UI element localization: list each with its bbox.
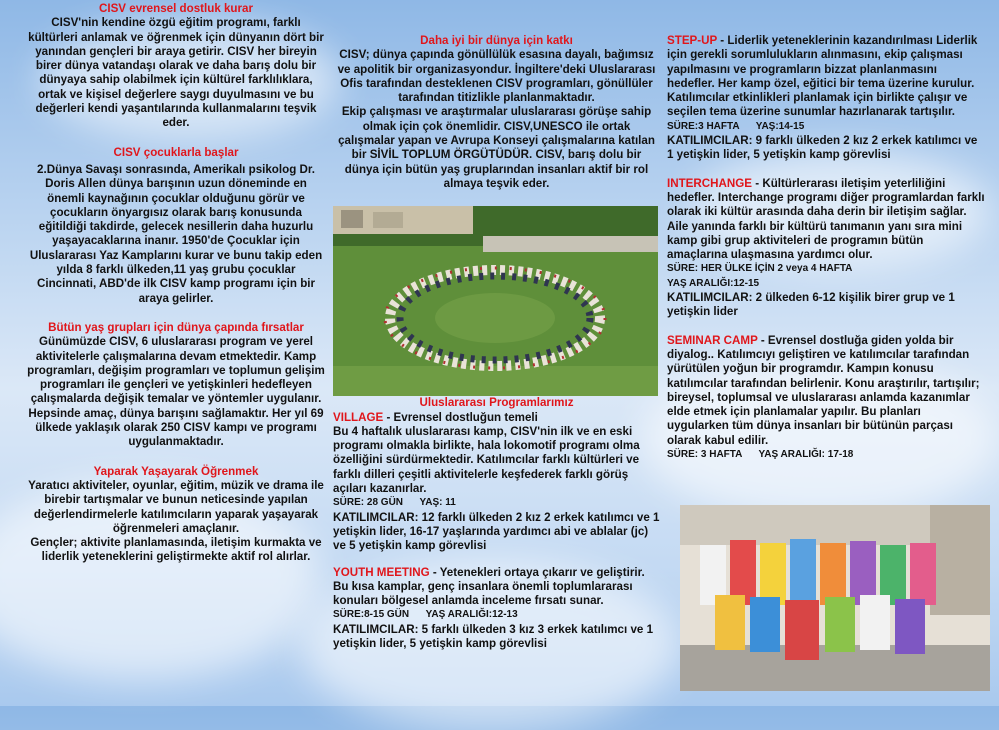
program-duration: SÜRE: 28 GÜN YAŞ: 11 bbox=[333, 497, 456, 509]
program-name: INTERCHANGE bbox=[667, 176, 753, 190]
section-title: CISV evrensel dostluk kurar bbox=[98, 2, 253, 15]
program-text: - Evrensel dostluğa giden yolda bir diyalog.. Katılımcıyı geliştiren ve katılımcılar tarafından yürütülen yoğun bir programdır. Kampın konusu katılımcılar tarafından belirlenir. Konu araştırılır, tartışılır; bireysel, toplumsal ve uluslararası anlamda kazanımlar elde etmek için planlamalar yapılır. Bu planları uygularken tüm dünya insanları bir bütünün parçası olarak kabul edilir. bbox=[667, 333, 980, 447]
group-tiedye-photo bbox=[680, 505, 990, 691]
program-text: Bu 4 haftalık uluslararası kamp, CISV'nin ilk ve en eski programı olmakla birlikte, hala lokomotif programı olma özelliğini sürdürmektedir. Katılımcılar farklı kültürleri ve farklı dilleri çeşitli aktivitelerle keşfederek farklı görüş açıları kazanırlar. bbox=[333, 424, 640, 496]
program-tagline: - Evrensel dostluğun temeli bbox=[383, 410, 538, 424]
section-text: 2.Dünya Savaşı sonrasında, Amerikalı psikolog Dr. Doris Allen dünya barışının uzun döneminde en önemli kaynağının çocuklar olduğunu görür ve çocukların önyargısız olarak barış konusunda eğitildiği takdirde, gelecek nesillerin daha huzurlu yaşayacaklarına inanır. 1950'de Çocuklar için Uluslararası Yaz Kamplarını kurar ve bunu takip eden yılda 8 farklı ülkeden,11 yaş grubu çocuklar Cincinnati, ABD'de ilk CISV kamp programı için bir araya gelirler. bbox=[29, 162, 323, 305]
program-text: - Liderlik yeteneklerinin kazandırılması Liderlik için gerekli sorumlulukların alınmasını, ekip çalışması yapılmasını ve programların bizzat planlanmasını hedefler. Her kamp özel, eğitici bir tema üzerine kurulur. Katılımcılar etkinlikleri planlamak için birlikte çalışır ve seçilen tema üzerine sunumlar hazırlanarak tartışılır. bbox=[667, 34, 978, 119]
program-duration: SÜRE:8-15 GÜN YAŞ ARALIĞI:12-13 bbox=[333, 609, 518, 621]
section-text: Ekip çalışması ve araştırmalar uluslararası görüşe sahip olmak için çok önemlidir. CISV,UNESCO ile ortak çalışmalar yapan ve Avrupa Konseyi çalışmalarına katılan bir SİVİL TOPLUM ÖRGÜTÜDÜR. CISV, barış dolu bir dünya için bütün yaş gruplarından insanları aktif bir rol almaya teşvik eder. bbox=[338, 105, 655, 190]
section-title: CISV çocuklarla başlar bbox=[113, 145, 239, 159]
column-right bbox=[667, 0, 985, 462]
column-left bbox=[26, 0, 326, 565]
program-name: VILLAGE bbox=[333, 410, 384, 424]
section-title: Daha iyi bir dünya için katkı bbox=[420, 34, 573, 47]
program-duration: SÜRE:3 HAFTA YAŞ:14-15 bbox=[667, 120, 805, 132]
program-tagline: - Yetenekleri ortaya çıkarır ve geliştirir. bbox=[429, 565, 645, 579]
section-text: CISV'nin kendine özgü eğitim programı, farklı kültürleri anlamak ve öğrenmek için dünyanın dört bir yanından gençleri bir araya getirir. CISV her bireyin birer dünya vatandaşı olarak ve daha barış dolu bir dünyaya sahip olabilmek için kültürel farklılıklara, ortak ve kişisel değerlere saygı duyulmasını ve bu değerleri kendi yaşantılarında kullanmalarını teşvik eder. bbox=[28, 16, 324, 130]
programs-title: Uluslararası Programlarımız bbox=[419, 396, 574, 410]
section-title: Yaparak Yaşayarak Öğrenmek bbox=[93, 464, 259, 478]
program-duration: SÜRE: 3 HAFTA YAŞ ARALIĞI: 17-18 bbox=[667, 449, 854, 461]
section-text: CISV; dünya çapında gönüllülük esasına dayalı, bağımsız ve apolitik bir organizasyondur. İngiltere'deki Uluslararası Ofis tarafından desteklenen CISV programları, gönüllüler tarafından titizlikle planlanmaktadır. bbox=[337, 48, 656, 105]
program-name: STEP-UP bbox=[667, 34, 718, 47]
program-participants: KATILIMCILAR: 5 farklı ülkeden 3 kız 3 erkek katılımcı ve 1 yetişkin lider, 5 yetişkin kamp görevlisi bbox=[333, 622, 654, 651]
group-circle-photo bbox=[333, 206, 658, 396]
program-text: - Kültürlerarası iletişim yeterliliğini hedefler. Interchange programı diğer programlardan farklı olarak iki kültür arasında daha derin bir iletişim sağlar. Aile yanında farklı bir kültürü tanımanın yanı sıra mini kamp gibi grup aktiviteleri de programın bütün amaçlarına ulaşmasına yardımcı olur. bbox=[667, 176, 985, 262]
section-text: Yaratıcı aktiviteler, oyunlar, eğitim, müzik ve drama ile birebir tartışmalar ve bunun neticesinde yapılan değerlendirmelerle katılımcıların yaparak yaşayarak öğrenmeleri amaçlanır. bbox=[28, 478, 324, 535]
section-title: Bütün yaş grupları için dünya çapında fırsatlar bbox=[48, 320, 304, 334]
section-text: Günümüzde CISV, 6 uluslararası program ve yerel aktivitelerle çalışmalarına devam etmektedir. Kamp programları, değişim programları ve toplumun gelişim programları ile gençleri ve yetişkinleri hedefleyen çalışmalarda değişik temalar ve yöntemler uygulanır. Hepsinde amaç, dünya barışını sağlamaktır. Her yıl 69 ülkede yaklaşık olarak 250 CISV kampı ve programı uygulanmaktadır. bbox=[27, 335, 325, 449]
program-duration: SÜRE: HER ÜLKE İÇİN 2 veya 4 HAFTA bbox=[667, 263, 853, 275]
section-text: Gençler; aktivite planlamasında, iletişim kurmakta ve liderlik yeteneklerini geliştirmekte aktif rol alırlar. bbox=[30, 536, 322, 564]
program-name: SEMINAR CAMP bbox=[667, 333, 758, 347]
program-age: YAŞ ARALIĞI:12-15 bbox=[667, 277, 760, 289]
program-participants: KATILIMCILAR: 12 farklı ülkeden 2 kız 2 erkek katılımcı ve 1 yetişkin lider, 16-17 yaşlarında yardımcı abi ve ablalar (jc) ve 5 yetişkin kamp görevlisi bbox=[333, 510, 660, 553]
program-name: YOUTH MEETING bbox=[333, 565, 430, 579]
program-text: Bu kısa kamplar, genç insanlara önemli toplumlararası konuları bölgesel anlamda inceleme fırsatı sunar. bbox=[333, 579, 633, 608]
program-participants: KATILIMCILAR: 2 ülkeden 6-12 kişilik birer grup ve 1 yetişkin lider bbox=[667, 291, 955, 319]
program-participants: KATILIMCILAR: 9 farklı ülkeden 2 kız 2 erkek katılımcı ve 1 yetişkin lider, 5 yetişkin kamp görevlisi bbox=[667, 134, 978, 162]
